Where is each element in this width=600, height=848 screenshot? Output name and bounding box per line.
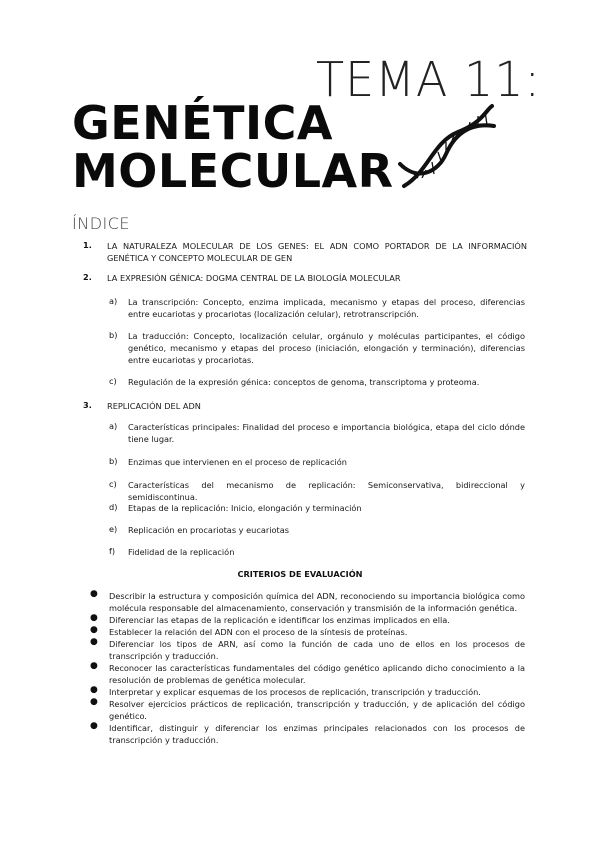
subitem-text: Características del mecanismo de replicación: Semiconservativa, bidireccional y semidiscontinua. xyxy=(128,480,525,502)
bullet-icon: ● xyxy=(90,625,98,635)
section-number: 3. xyxy=(83,400,92,410)
subitem-letter: c) xyxy=(109,376,117,386)
section-title: LA NATURALEZA MOLECULAR DE LOS GENES: EL ADN COMO PORTADOR DE LA INFORMACIÓN GENÉTICA Y CONCEPTO MOLECULAR DE GEN xyxy=(107,241,527,263)
criteria-item: Identificar, distinguir y diferenciar los enzimas principales relacionados con los procesos de transcripción y traducción. xyxy=(109,723,525,745)
bullet-icon: ● xyxy=(90,697,98,707)
dna-helix-icon xyxy=(398,102,498,192)
subitem-letter: e) xyxy=(109,524,118,534)
criteria-item: Reconocer las características fundamentales del código genético aplicando dicho conocimiento a la resolución de problemas de genética molecular. xyxy=(109,663,525,685)
title-line-2: MOLECULAR xyxy=(72,144,394,198)
subitem-letter: a) xyxy=(109,296,118,306)
criteria-heading: CRITERIOS DE EVALUACIÓN xyxy=(237,569,363,579)
criteria-item: Describir la estructura y composición química del ADN, reconociendo su importancia biológica como molécula responsable del almacenamiento, conservación y transmisión de la información genética. xyxy=(109,591,525,613)
title-line-1: GENÉTICA xyxy=(72,96,333,150)
criteria-item: Establecer la relación del ADN con el proceso de la síntesis de proteínas. xyxy=(109,627,408,637)
subitem-letter: b) xyxy=(109,330,118,340)
subitem-letter: b) xyxy=(109,456,118,466)
subitem-letter: c) xyxy=(109,479,117,489)
section-title: REPLICACIÓN DEL ADN xyxy=(107,401,201,411)
bullet-icon: ● xyxy=(90,613,98,623)
criteria-item: Diferenciar las etapas de la replicación e identificar los enzimas implicados en ella. xyxy=(109,615,450,625)
subitem-text: Fidelidad de la replicación xyxy=(128,547,235,557)
bullet-icon: ● xyxy=(90,589,98,599)
subitem-letter: f) xyxy=(109,546,116,556)
subitem-text: Replicación en procariotas y eucariotas xyxy=(128,525,290,535)
bullet-icon: ● xyxy=(90,661,98,671)
index-heading: ÍNDICE xyxy=(72,214,131,233)
criteria-item: Interpretar y explicar esquemas de los procesos de replicación, transcripción y traducción. xyxy=(109,687,481,697)
section-number: 1. xyxy=(83,240,92,250)
criteria-item: Resolver ejercicios prácticos de replicación, transcripción y traducción, y de aplicación del código genético. xyxy=(109,699,525,721)
subitem-letter: a) xyxy=(109,421,118,431)
bullet-icon: ● xyxy=(90,637,98,647)
subitem-text: Etapas de la replicación: Inicio, elongación y terminación xyxy=(128,503,362,513)
topic-number: TEMA 11: xyxy=(316,50,541,108)
subitem-text: La transcripción: Concepto, enzima implicada, mecanismo y etapas del proceso, diferencias entre eucariotas y procariotas (localización celular), retrotranscripción. xyxy=(128,297,525,319)
section-number: 2. xyxy=(83,272,92,282)
subitem-text: Características principales: Finalidad del proceso e importancia biológica, etapa del ciclo dónde tiene lugar. xyxy=(128,422,525,444)
subitem-text: Enzimas que intervienen en el proceso de replicación xyxy=(128,457,347,467)
section-title: LA EXPRESIÓN GÉNICA: DOGMA CENTRAL DE LA BIOLOGÍA MOLECULAR xyxy=(107,273,401,283)
subitem-letter: d) xyxy=(109,502,118,512)
subitem-text: La traducción: Concepto, localización celular, orgánulo y moléculas participantes, el código genético, mecanismo y etapas del proceso (iniciación, elongación y terminación), diferencias entre eucariotas y procariotas. xyxy=(128,331,525,365)
criteria-item: Diferenciar los tipos de ARN, así como la función de cada uno de ellos en los procesos de transcripción y traducción. xyxy=(109,639,525,661)
bullet-icon: ● xyxy=(90,721,98,731)
bullet-icon: ● xyxy=(90,685,98,695)
subitem-text: Regulación de la expresión génica: conceptos de genoma, transcriptoma y proteoma. xyxy=(128,377,480,387)
